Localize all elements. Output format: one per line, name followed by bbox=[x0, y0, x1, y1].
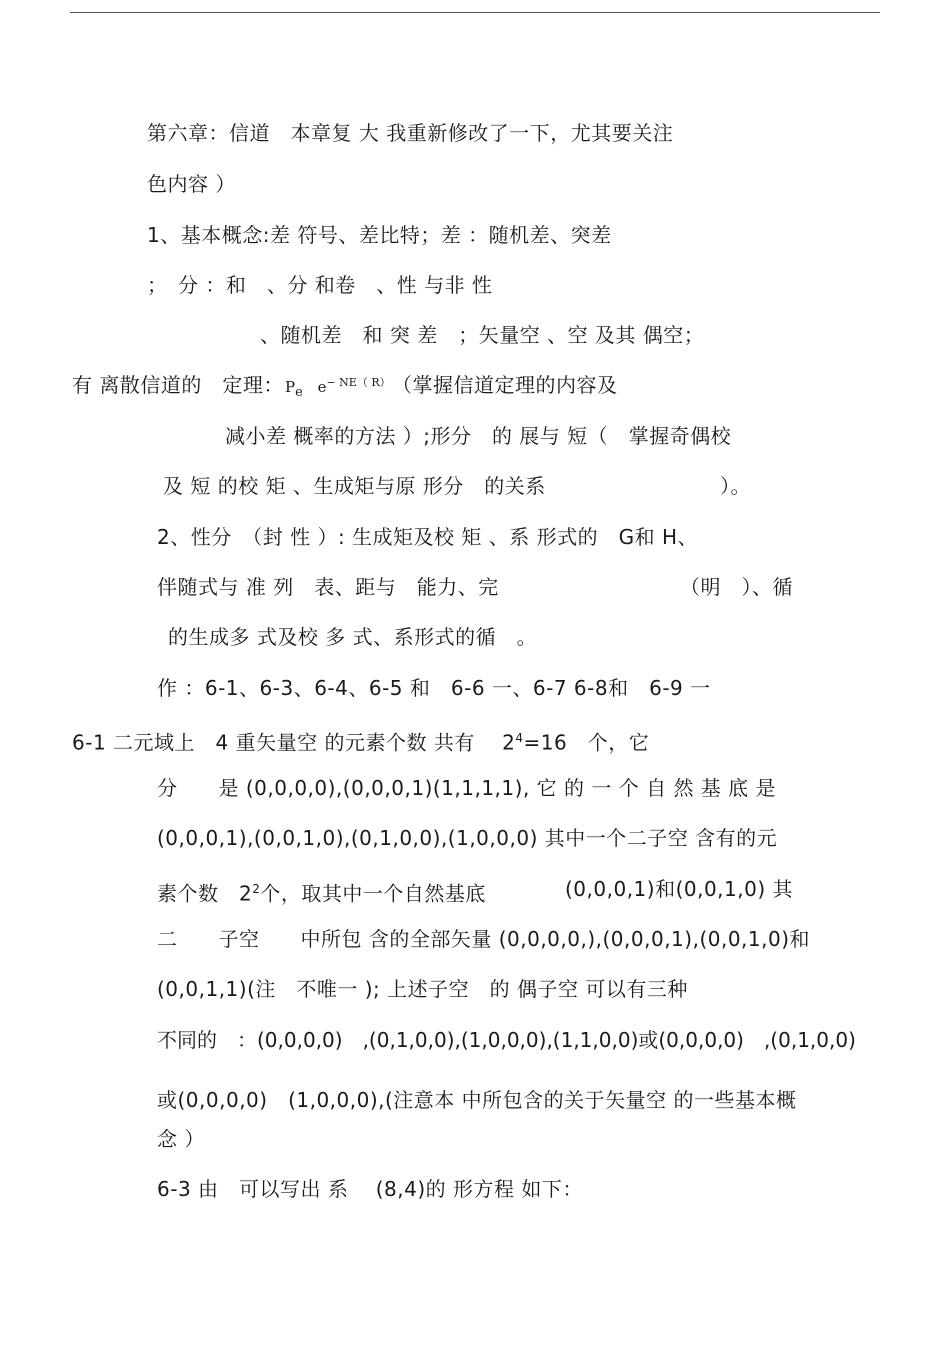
text-line-2: 色内容 ） bbox=[147, 172, 236, 196]
text-line-21: 念 ） bbox=[157, 1127, 205, 1151]
homework-line: 作 ：6-1、6-3、6-4、6-5 和 6-6 一、6-7 6-8和 6-9 一 bbox=[157, 676, 711, 700]
text-line-7: 减小差 概率的方法 ）;形分 的 展与 短（ 掌握奇偶校 bbox=[225, 424, 732, 448]
chapter-title-line: 第六章：信道 本章复 大 我重新修改了一下，尤其要关注 bbox=[147, 121, 674, 145]
text-line-16-end: (0,0,0,1)和(0,0,1,0) 其 bbox=[565, 877, 794, 901]
text-line-19: 不同的 ：(0,0,0,0) ,(0,1,0,0),(1,0,0,0),(1,1,0,0)或(0,0,0,0) ,(0,1,0,0) bbox=[157, 1028, 856, 1052]
problem-6-1-count: =16 个，它 bbox=[523, 730, 650, 755]
text-line-17: 二 子空 中所包 含的全部矢量 (0,0,0,0,),(0,0,0,1),(0,0,1,0)和 bbox=[157, 927, 811, 951]
formula-p: P bbox=[285, 378, 296, 396]
natural-basis-text: 个，取其中一个自然基底 bbox=[260, 881, 486, 906]
text-line-16 bbox=[157, 876, 486, 907]
text-line-10: 伴随式与 准 列 表、距与 能力、完 bbox=[157, 575, 499, 599]
theorem-label: 有 离散信道的 定理： bbox=[72, 373, 284, 397]
text-line-6-tail: （掌握信道定理的内容及 bbox=[392, 373, 618, 397]
problem-6-3-line: 6-3 由 可以写出 系 (8,4)的 形方程 如下： bbox=[157, 1177, 583, 1201]
text-line-5: 、随机差 和 突 差 ；矢量空 、空 及其 偶空； bbox=[260, 323, 705, 347]
formula-exp-base: e bbox=[317, 378, 327, 396]
text-line-15: (0,0,0,1),(0,0,1,0),(0,1,0,0),(1,0,0,0) 其中一个二子空 含有的元 bbox=[157, 826, 778, 850]
text-line-6 bbox=[72, 372, 284, 398]
header-rule bbox=[70, 12, 880, 13]
text-line-8: 及 短 的校 矩 、生成矩与原 形分 的关系 bbox=[163, 474, 546, 498]
text-line-10-end: （明 ）、循 bbox=[680, 575, 793, 599]
text-line-11: 的生成多 式及校 多 式、系形式的循 。 bbox=[168, 625, 538, 649]
element-count-exponent: 2 bbox=[252, 882, 261, 896]
text-line-8-end: ）。 bbox=[720, 474, 751, 498]
formula-exponent: − NE（ R） bbox=[326, 376, 391, 389]
text-line-18: (0,0,1,1)(注 不唯一 ); 上述子空 的 偶子空 可以有三种 bbox=[157, 977, 688, 1001]
text-line-20: 或(0,0,0,0) (1,0,0,0),(注意本 中所包含的关于矢量空 的一些基本概 bbox=[157, 1088, 797, 1112]
problem-6-1-line bbox=[72, 725, 649, 756]
text-line-3: 1、基本概念:差 符号、差比特；差 ：随机差、突差 bbox=[147, 223, 612, 247]
formula-e-subscript: e bbox=[295, 385, 303, 400]
element-count-text: 素个数 2 bbox=[157, 881, 253, 906]
text-line-9: 2、性分 （封 性 ）: 生成矩及校 矩 、系 形式的 G和 H、 bbox=[157, 525, 699, 549]
power-exponent: 4 bbox=[515, 731, 524, 745]
text-line-14: 分 是 (0,0,0,0),(0,0,0,1)(1,1,1,1), 它 的 一 个 自 然 基 底 是 bbox=[157, 776, 777, 800]
problem-6-1-text: 6-1 二元域上 4 重矢量空 的元素个数 共有 2 bbox=[72, 730, 516, 755]
error-probability-formula bbox=[285, 374, 391, 400]
text-line-4: ； 分 ：和 、分 和卷 、性 与非 性 bbox=[147, 273, 493, 297]
